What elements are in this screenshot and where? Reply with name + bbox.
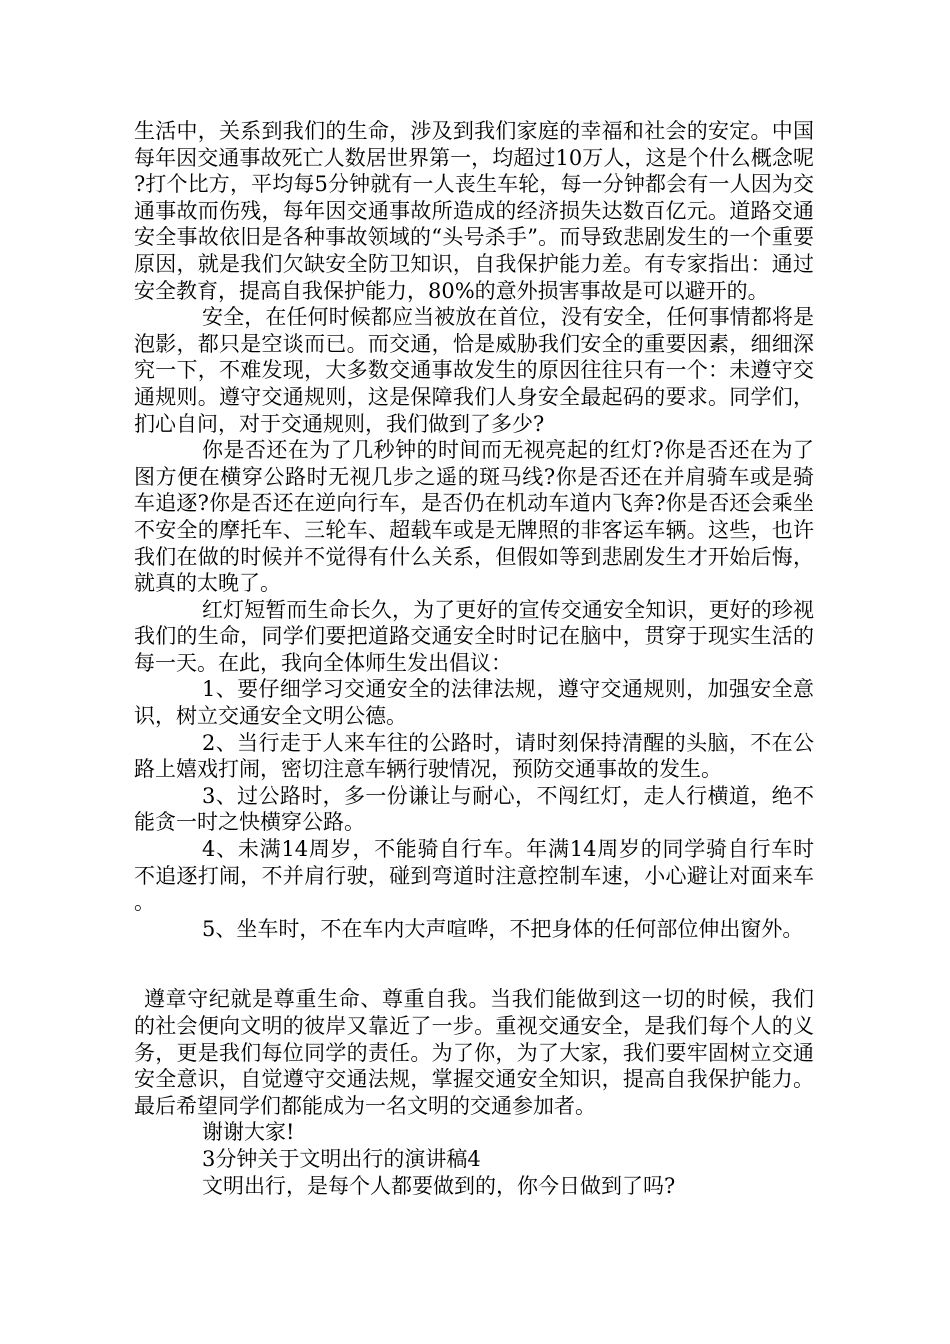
proposal-item-1: 1、要仔细学习交通安全的法律法规，遵守交通规则，加强安全意识，树立交通安全文明公德。 (134, 677, 814, 729)
next-speech-opening: 文明出行，是每个人都要做到的，你今日做到了吗? (202, 1173, 676, 1198)
proposal-item-5: 5、坐车时，不在车内大声喧哗，不把身体的任何部位伸出窗外。 (202, 916, 804, 941)
paragraph-gap (134, 942, 814, 986)
paragraph-conclusion: 遵章守纪就是尊重生命、尊重自我。当我们能做到这一切的时候，我们的社会便向文明的彼岸又靠近了一步。重视交通安全，是我们每个人的义务，更是我们每位同学的责任。为了你，为了大家，我们要牢固树立交通安全意识，自觉遵守交通法规，掌握交通安全知识，提高自我保护能力。最后希望同学们都能成为一名文明的交通参加者。 (134, 987, 814, 1118)
document-body (134, 118, 814, 1199)
proposal-item-4: 4、未满14周岁，不能骑自行车。年满14周岁的同学骑自行车时不追逐打闹，不并肩行驶，碰到弯道时注意控制车速，小心避让对面来车。 (134, 837, 814, 915)
next-speech-title: 3分钟关于文明出行的演讲稿4 (202, 1146, 481, 1171)
paragraph-safety-first: 安全，在任何时候都应当被放在首位，没有安全，任何事情都将是泡影，都只是空谈而已。而交通，恰是威胁我们安全的重要因素，细细深究一下，不难发现，大多数交通事故发生的原因往往只有一个：未遵守交通规则。遵守交通规则，这是保障我们人身安全最起码的要求。同学们，扪心自问，对于交通规则，我们做到了多少? (134, 305, 814, 436)
proposal-item-2: 2、当行走于人来车往的公路时，请时刻保持清醒的头脑，不在公路上嬉戏打闹，密切注意车辆行驶情况，预防交通事故的发生。 (134, 730, 814, 782)
closing-thanks: 谢谢大家! (202, 1120, 295, 1145)
paragraph-self-reflection: 你是否还在为了几秒钟的时间而无视亮起的红灯?你是否还在为了图方便在横穿公路时无视几步之遥的斑马线?你是否还在并肩骑车或是骑车追逐?你是否还在逆向行车，是否仍在机动车道内飞奔?你是否还会乘坐不安全的摩托车、三轮车、超载车或是无牌照的非客运车辆。这些，也许我们在做的时候并不觉得有什么关系，但假如等到悲剧发生才开始后悔，就真的太晚了。 (134, 438, 814, 596)
paragraph-proposal-intro: 红灯短暂而生命长久，为了更好的宣传交通安全知识，更好的珍视我们的生命，同学们要把道路交通安全时时记在脑中，贯穿于现实生活的每一天。在此，我向全体师生发出倡议： (134, 597, 814, 675)
proposal-item-3: 3、过公路时，多一份谦让与耐心，不闯红灯，走人行横道，绝不能贪一时之快横穿公路。 (134, 783, 814, 835)
paragraph-traffic-statistics: 生活中，关系到我们的生命，涉及到我们家庭的幸福和社会的安定。中国每年因交通事故死亡人数居世界第一，均超过10万人，这是个什么概念呢?打个比方，平均每5分钟就有一人丧生车轮，每一分钟都会有一人因为交通事故而伤残，每年因交通事故所造成的经济损失达数百亿元。道路交通安全事故依旧是各种事故领域的“头号杀手”。而导致悲剧发生的一个重要原因，就是我们欠缺安全防卫知识，自我保护能力差。有专家指出：通过安全教育，提高自我保护能力，80%的意外损害事故是可以避开的。 (134, 119, 814, 303)
